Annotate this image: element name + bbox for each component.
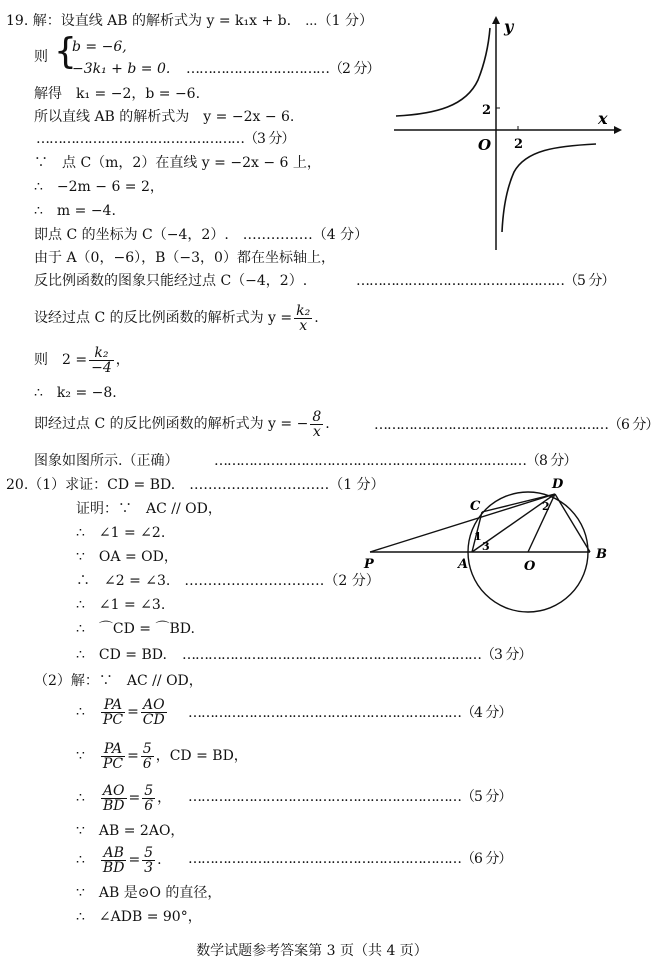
system-brace: { [54, 31, 77, 72]
line-19-intro: 19. 解：设直线 AB 的解析式为 y = k₁x + b. ⋯（1 分） [6, 13, 373, 29]
fraction-5-6b [142, 784, 155, 813]
frac-num: AO [102, 782, 125, 799]
fraction-pa-pc-2 [101, 742, 125, 771]
line-ab-on-axis: 由于 A（0，−6），B（−3，0）都在坐标轴上， [34, 250, 335, 266]
frac-den: −4 [91, 359, 112, 376]
line-part2: （2）解：∵ AC // OD， [34, 673, 203, 689]
fraction-k2-neg4 [89, 346, 114, 375]
system-eq1: b = −6, [72, 39, 127, 55]
fraction-5-3 [142, 846, 155, 875]
score-5: …………………………………………（5 分） [356, 273, 615, 289]
line-ab-bd-5-3 [76, 838, 162, 882]
period: . [157, 852, 162, 868]
line-eq-2m: ∴ −2m − 6 = 2， [34, 179, 164, 195]
frac-num: k₂ [296, 302, 311, 319]
frac-num: 5 [142, 740, 152, 757]
fraction-8-x [310, 410, 323, 439]
x-label: x [598, 109, 608, 128]
line-only-c: 反比例函数的图象只能经过点 C（−4，2）. [34, 273, 308, 289]
label-b: B [596, 547, 607, 562]
line-pa-pc-5-6 [76, 734, 248, 778]
page-footer: 数学试题参考答案第 3 页（共 4 页） [196, 943, 428, 959]
frac-den: x [299, 317, 308, 334]
frac-den: BD [102, 797, 125, 814]
line-angle1-2: ∴ ∠1 = ∠2. [76, 525, 166, 541]
frac-num: 5 [144, 782, 154, 799]
line-inverse-expr [34, 404, 330, 444]
label-d: D [552, 477, 564, 492]
line-k2: ∴ k₂ = −8. [34, 385, 117, 401]
hyperbola-graph [386, 10, 626, 260]
fraction-5-6 [141, 742, 154, 771]
label-p: P [364, 557, 374, 572]
equals: = [128, 790, 141, 806]
period: . [314, 310, 319, 326]
frac-den: BD [102, 859, 125, 876]
line-angle2-3: ∴ ∠2 = ∠3. …………………………（2 分） [76, 573, 380, 589]
origin-label: O [478, 136, 492, 154]
y-label: y [504, 17, 514, 36]
label-o: O [524, 559, 536, 574]
branch-fourth-quadrant [502, 144, 596, 232]
frac-den: PC [102, 711, 124, 728]
equals: = [127, 748, 139, 764]
inverse-expr-text: 即经过点 C 的反比例函数的解析式为 y = − [34, 416, 309, 432]
frac-num: 8 [312, 408, 322, 425]
line-20-prove: 20.（1）求证：CD = BD. …………………………（1 分） [6, 477, 385, 493]
frac-num: PA [101, 742, 125, 757]
frac-num: PA [101, 698, 125, 713]
line-m: ∴ m = −4. [34, 203, 116, 219]
label-a: A [458, 557, 469, 572]
frac-den: 3 [144, 859, 154, 876]
angle-1: 1 [474, 530, 482, 543]
segment-db [555, 494, 590, 552]
frac-den: 6 [144, 797, 154, 814]
cd-bd-text: ，CD = BD， [155, 748, 248, 764]
line-pa-pc-ao-cd [76, 690, 169, 734]
tick-y-label: 2 [482, 103, 492, 118]
line-ab-2ao: ∵ AB = 2AO， [76, 823, 185, 839]
therefore-sign: ∴ [76, 852, 85, 868]
line-cd-bd: ∴ CD = BD. [76, 647, 167, 663]
segment-pd [370, 494, 555, 552]
frac-num: AO [141, 698, 167, 713]
angle-3: 3 [482, 540, 490, 553]
fraction-ab-bd [101, 846, 127, 875]
frac-num: AB [101, 846, 127, 861]
comma: ， [115, 352, 130, 368]
frac-num: k₂ [89, 346, 114, 361]
fraction-ao-cd [141, 698, 167, 727]
line-arc-eq: ∴ ⌒CD = ⌒BD. [76, 621, 195, 637]
line-diameter: ∵ AB 是⊙O 的直径， [76, 885, 222, 901]
score-4: ………………………………………………………（4 分） [188, 705, 512, 721]
line-set-inverse [34, 298, 319, 338]
line-c-on-ab: ∵ 点 C（m，2）在直线 y = −2x − 6 上， [34, 155, 321, 171]
line-angle1-3: ∴ ∠1 = ∠3. [76, 597, 166, 613]
line-then-2 [34, 340, 130, 380]
fraction-k2-x [294, 304, 312, 333]
score-8: ………………………………………………………………（8 分） [214, 453, 577, 469]
system-eq2: −3k₁ + b = 0. [72, 61, 171, 77]
line-ab-expr: 所以直线 AB 的解析式为 y = −2x − 6. [34, 109, 295, 125]
x-arrow [614, 126, 622, 134]
score-5b: ………………………………………………………（5 分） [188, 789, 512, 805]
line-c-coord: 即点 C 的坐标为 C（−4，2）. ……………（4 分） [34, 227, 369, 243]
line-graph-shown: 图象如图所示.（正确） [34, 453, 179, 469]
equals: = [128, 852, 141, 868]
score-2: ……………………………（2 分） [186, 61, 380, 77]
branch-second-quadrant [396, 28, 490, 116]
line-ao-bd-5-6 [76, 776, 171, 820]
label-c: C [470, 499, 481, 514]
period: . [325, 416, 330, 432]
frac-den: x [312, 423, 321, 440]
therefore-sign: ∴ [76, 790, 85, 806]
score-6b: ………………………………………………………（6 分） [188, 851, 512, 867]
angle-2: 2 [542, 500, 550, 513]
comma: ， [157, 790, 172, 806]
circle-geometry-figure [360, 472, 620, 622]
score-6: ………………………………………………（6 分） [374, 417, 658, 433]
line-oa-od: ∵ OA = OD， [76, 549, 178, 565]
because-sign: ∵ [76, 748, 85, 764]
score-3b: ……………………………………………………………（3 分） [182, 647, 532, 663]
tick-x-label: 2 [514, 137, 524, 152]
therefore-sign: ∴ [76, 704, 85, 720]
score-3: …………………………………………（3 分） [36, 131, 295, 147]
line-solve: 解得 k₁ = −2，b = −6. [34, 86, 201, 102]
y-arrow [492, 16, 500, 24]
line-then: 则 [34, 49, 48, 65]
then-text: 则 2 = [34, 352, 88, 368]
set-inverse-text: 设经过点 C 的反比例函数的解析式为 y = [34, 310, 293, 326]
equals: = [127, 704, 139, 720]
frac-den: PC [102, 755, 124, 772]
frac-num: 5 [144, 844, 154, 861]
line-adb-90: ∴ ∠ADB = 90°， [76, 909, 202, 925]
frac-den: CD [142, 711, 165, 728]
fraction-ao-bd [101, 784, 127, 813]
line-proof-ac-od: 证明：∵ AC // OD， [76, 501, 222, 517]
fraction-pa-pc [101, 698, 125, 727]
frac-den: 6 [142, 755, 152, 772]
